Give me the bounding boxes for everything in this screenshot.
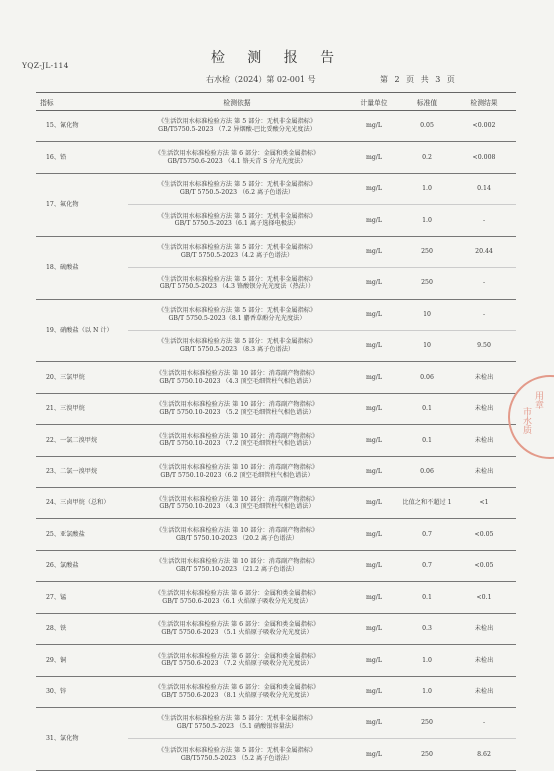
method-clause: GB/T 5750.5-2023（4.2 离子色谱法） bbox=[180, 251, 294, 259]
table-row bbox=[36, 173, 516, 204]
method-clause: GB/T 5750.5-2023 （6.2 离子色谱法） bbox=[179, 189, 295, 197]
standard-value: 0.3 bbox=[402, 613, 452, 644]
unit-cell: mg/L bbox=[346, 425, 402, 456]
method-clause: GB/T5750.6-2023 （4.1 铬天青 S 分光光度法） bbox=[167, 157, 307, 165]
unit-cell: mg/L bbox=[346, 613, 402, 644]
method-cell bbox=[128, 236, 346, 267]
method-clause: GB/T 5750.5-2023 （8.3 离子色谱法） bbox=[179, 346, 295, 354]
table-row bbox=[36, 708, 516, 739]
method-clause: GB/T 5750.6-2023 （5.1 火焰原子吸收分光光度法） bbox=[161, 628, 313, 636]
table-row bbox=[36, 111, 516, 142]
result-value: - bbox=[452, 268, 516, 299]
method-cell bbox=[128, 362, 346, 393]
result-value: - bbox=[452, 205, 516, 236]
unit-cell: mg/L bbox=[346, 582, 402, 613]
item-name: 24、三卤甲烷（总和） bbox=[36, 488, 128, 519]
col-header-unit: 计量单位 bbox=[346, 93, 402, 111]
method-cell bbox=[128, 550, 346, 581]
item-name: 18、硫酸盐 bbox=[36, 236, 128, 299]
method-standard: 《生活饮用水标准检验方法 第 5 部分：无机非金属指标》 bbox=[157, 338, 317, 346]
result-value: <1 bbox=[452, 488, 516, 519]
unit-cell: mg/L bbox=[346, 456, 402, 487]
result-value: 未检出 bbox=[452, 362, 516, 393]
unit-cell: mg/L bbox=[346, 111, 402, 142]
method-cell bbox=[128, 519, 346, 550]
standard-value: 0.1 bbox=[402, 582, 452, 613]
unit-cell: mg/L bbox=[346, 142, 402, 173]
unit-cell: mg/L bbox=[346, 393, 402, 424]
table-row bbox=[36, 142, 516, 173]
page-indicator: 第 2 页 共 3 页 bbox=[380, 75, 455, 84]
col-header-standard: 标准值 bbox=[402, 93, 452, 111]
method-clause: GB/T 5750.10-2023 （5.2 顶空毛细管柱气相色谱法） bbox=[159, 409, 315, 416]
method-standard: 《生活饮用水标准检验方法 第 6 部分：金属和类金属指标》 bbox=[154, 621, 320, 629]
item-name: 27、锰 bbox=[36, 582, 128, 613]
table-body bbox=[36, 111, 516, 771]
result-value: - bbox=[452, 299, 516, 330]
method-cell bbox=[128, 268, 346, 299]
method-cell bbox=[128, 582, 346, 613]
method-cell bbox=[128, 425, 346, 456]
unit-cell: mg/L bbox=[346, 550, 402, 581]
table-row bbox=[36, 519, 516, 550]
unit-cell: mg/L bbox=[346, 519, 402, 550]
method-standard: 《生活饮用水标准检验方法 第 6 部分：金属和类金属指标》 bbox=[154, 652, 320, 660]
result-value: 8.62 bbox=[452, 739, 516, 770]
standard-value: 0.7 bbox=[402, 519, 452, 550]
unit-cell: mg/L bbox=[346, 739, 402, 770]
result-value: 未检出 bbox=[452, 645, 516, 676]
result-value: <0.002 bbox=[452, 111, 516, 142]
method-standard: 《生活饮用水标准检验方法 第 6 部分：金属和类金属指标》 bbox=[154, 149, 320, 157]
method-cell bbox=[128, 111, 346, 142]
unit-cell: mg/L bbox=[346, 299, 402, 330]
unit-cell: mg/L bbox=[346, 205, 402, 236]
result-value: <0.008 bbox=[452, 142, 516, 173]
unit-cell: mg/L bbox=[346, 362, 402, 393]
unit-cell: mg/L bbox=[346, 676, 402, 707]
unit-cell: mg/L bbox=[346, 488, 402, 519]
method-cell bbox=[128, 299, 346, 330]
method-cell bbox=[128, 393, 346, 424]
method-clause: GB/T 5750.5-2023（6.1 离子选择电极法） bbox=[174, 220, 300, 228]
method-clause: GB/T 5750.10-2023 （7.2 顶空毛细管柱气相色谱法） bbox=[159, 440, 315, 448]
method-cell bbox=[128, 488, 346, 519]
standard-value: 0.7 bbox=[402, 550, 452, 581]
result-value: 未检出 bbox=[452, 393, 516, 424]
table-row bbox=[36, 456, 516, 487]
unit-cell: mg/L bbox=[346, 236, 402, 267]
method-cell bbox=[128, 676, 346, 707]
method-standard: 《生活饮用水标准检验方法 第 10 部分：消毒副产物指标》 bbox=[155, 558, 319, 566]
method-standard: 《生活饮用水标准检验方法 第 5 部分：无机非金属指标》 bbox=[157, 746, 317, 754]
table-row bbox=[36, 299, 516, 330]
table-row bbox=[36, 582, 516, 613]
standard-value: 250 bbox=[402, 236, 452, 267]
col-header-result: 检测结果 bbox=[452, 93, 516, 111]
standard-value: 0.1 bbox=[402, 425, 452, 456]
method-cell bbox=[128, 613, 346, 644]
item-name: 29、铜 bbox=[36, 645, 128, 676]
method-cell bbox=[128, 739, 346, 770]
result-value: 0.14 bbox=[452, 173, 516, 204]
standard-value: 0.06 bbox=[402, 456, 452, 487]
method-cell bbox=[128, 456, 346, 487]
method-clause: GB/T 5750.10-2023 （20.2 离子色谱法） bbox=[175, 534, 299, 542]
method-clause: GB/T 5750.5-2023 （5.1 硝酸银容量法） bbox=[176, 723, 298, 731]
method-cell bbox=[128, 645, 346, 676]
col-header-item: 指标 bbox=[36, 93, 128, 111]
result-value: 未检出 bbox=[452, 425, 516, 456]
method-cell bbox=[128, 708, 346, 739]
table-row bbox=[36, 488, 516, 519]
item-name: 20、三氯甲烷 bbox=[36, 362, 128, 393]
item-name: 25、亚氯酸盐 bbox=[36, 519, 128, 550]
method-cell bbox=[128, 173, 346, 204]
result-value: 20.44 bbox=[452, 236, 516, 267]
method-standard: 《生活饮用水标准检验方法 第 5 部分：无机非金属指标》 bbox=[157, 118, 317, 126]
method-clause: GB/T5750.5-2023 （7.2 异烟酸-巴比妥酸分光光度法） bbox=[158, 126, 316, 134]
method-standard: 《生活饮用水标准检验方法 第 5 部分：无机非金属指标》 bbox=[157, 275, 317, 283]
method-standard: 《生活饮用水标准检验方法 第 10 部分：消毒副产物指标》 bbox=[155, 495, 319, 503]
result-value: <0.05 bbox=[452, 519, 516, 550]
standard-value: 0.05 bbox=[402, 111, 452, 142]
unit-cell: mg/L bbox=[346, 330, 402, 361]
method-standard: 《生活饮用水标准检验方法 第 5 部分：无机非金属指标》 bbox=[157, 306, 317, 314]
report-number: 右水检（2024）第 02-001 号 bbox=[206, 75, 316, 84]
standard-value: 1.0 bbox=[402, 645, 452, 676]
standard-value: 250 bbox=[402, 739, 452, 770]
method-clause: GB/T 5750.6-2023 （8.1 火焰原子吸收分光光度法） bbox=[161, 691, 313, 699]
method-clause: GB/T 5750.6-2023（6.1 火焰原子吸收分光光度法） bbox=[162, 597, 312, 605]
result-value: <0.05 bbox=[452, 550, 516, 581]
unit-cell: mg/L bbox=[346, 645, 402, 676]
method-standard: 《生活饮用水标准检验方法 第 10 部分：消毒副产物指标》 bbox=[155, 432, 319, 440]
official-seal: 用章 市水质 bbox=[508, 375, 554, 459]
method-standard: 《生活饮用水标准检验方法 第 5 部分：无机非金属指标》 bbox=[157, 244, 317, 252]
standard-value: 250 bbox=[402, 268, 452, 299]
standard-value: 1.0 bbox=[402, 676, 452, 707]
report-title: 检 测 报 告 bbox=[210, 50, 344, 66]
standard-value: 250 bbox=[402, 708, 452, 739]
item-name: 17、氟化物 bbox=[36, 173, 128, 236]
item-name: 16、铅 bbox=[36, 142, 128, 173]
item-name: 15、氰化物 bbox=[36, 111, 128, 142]
result-value: 未检出 bbox=[452, 676, 516, 707]
method-standard: 《生活饮用水标准检验方法 第 5 部分：无机非金属指标》 bbox=[157, 715, 317, 723]
method-cell bbox=[128, 330, 346, 361]
method-clause: GB/T 5750.6-2023 （7.2 火焰原子吸收分光光度法） bbox=[161, 660, 313, 668]
item-name: 26、氯酸盐 bbox=[36, 550, 128, 581]
method-clause: GB/T 5750.10-2023 （4.3 顶空毛细管柱气相色谱法） bbox=[159, 503, 315, 511]
standard-value: 0.1 bbox=[402, 393, 452, 424]
standard-value: 比值之和不超过 1 bbox=[402, 488, 452, 519]
item-name: 31、氯化物 bbox=[36, 708, 128, 771]
standard-value: 10 bbox=[402, 330, 452, 361]
method-standard: 《生活饮用水标准检验方法 第 6 部分：金属和类金属指标》 bbox=[154, 589, 320, 597]
table-row bbox=[36, 645, 516, 676]
table-header bbox=[36, 93, 516, 111]
method-standard: 《生活饮用水标准检验方法 第 6 部分：金属和类金属指标》 bbox=[154, 684, 320, 692]
standard-value: 1.0 bbox=[402, 173, 452, 204]
standard-value: 1.0 bbox=[402, 205, 452, 236]
method-standard: 《生活饮用水标准检验方法 第 10 部分：消毒副产物指标》 bbox=[155, 401, 319, 409]
item-name: 30、锌 bbox=[36, 676, 128, 707]
method-standard: 《生活饮用水标准检验方法 第 10 部分：消毒副产物指标》 bbox=[155, 369, 319, 377]
unit-cell: mg/L bbox=[346, 708, 402, 739]
table-row bbox=[36, 425, 516, 456]
standard-value: 10 bbox=[402, 299, 452, 330]
results-table bbox=[36, 92, 516, 771]
item-name: 23、二氯一溴甲烷 bbox=[36, 456, 128, 487]
table-row bbox=[36, 676, 516, 707]
method-standard: 《生活饮用水标准检验方法 第 10 部分：消毒副产物指标》 bbox=[155, 464, 319, 472]
method-clause: GB/T 5750.5-2023 （4.3 铬酸钡分光光度法（热法）） bbox=[159, 283, 315, 291]
result-value: 未检出 bbox=[452, 456, 516, 487]
result-value: 9.50 bbox=[452, 330, 516, 361]
result-value: <0.1 bbox=[452, 582, 516, 613]
unit-cell: mg/L bbox=[346, 268, 402, 299]
table-row bbox=[36, 613, 516, 644]
unit-cell: mg/L bbox=[346, 173, 402, 204]
table-row bbox=[36, 236, 516, 267]
col-header-method: 检测依据 bbox=[128, 93, 346, 111]
standard-value: 0.06 bbox=[402, 362, 452, 393]
method-clause: GB/T 5750.5-2023（8.1 麝香草酚分光光度法） bbox=[168, 314, 306, 322]
standard-value: 0.2 bbox=[402, 142, 452, 173]
method-clause: GB/T5750.5-2023 （5.2 离子色谱法） bbox=[180, 754, 294, 762]
result-value: - bbox=[452, 708, 516, 739]
method-cell bbox=[128, 205, 346, 236]
method-clause: GB/T 5750.10-2023（6.2 顶空毛细管柱气相色谱法） bbox=[160, 471, 314, 479]
method-standard: 《生活饮用水标准检验方法 第 5 部分：无机非金属指标》 bbox=[157, 212, 317, 220]
method-cell bbox=[128, 142, 346, 173]
item-name: 21、三溴甲烷 bbox=[36, 393, 128, 424]
table-row bbox=[36, 550, 516, 581]
item-name: 22、一氯二溴甲烷 bbox=[36, 425, 128, 456]
table-row bbox=[36, 393, 516, 424]
table-row bbox=[36, 362, 516, 393]
document-code: YQZ-JL-114 bbox=[22, 61, 69, 70]
result-value: 未检出 bbox=[452, 613, 516, 644]
method-clause: GB/T 5750.10-2023 （21.2 离子色谱法） bbox=[175, 566, 299, 574]
item-name: 19、硝酸盐（以 N 计） bbox=[36, 299, 128, 362]
method-standard: 《生活饮用水标准检验方法 第 5 部分：无机非金属指标》 bbox=[157, 181, 317, 189]
method-clause: GB/T 5750.10-2023 （4.3 顶空毛细管柱气相色谱法） bbox=[159, 377, 315, 385]
method-standard: 《生活饮用水标准检验方法 第 10 部分：消毒副产物指标》 bbox=[155, 526, 319, 534]
item-name: 28、铁 bbox=[36, 613, 128, 644]
